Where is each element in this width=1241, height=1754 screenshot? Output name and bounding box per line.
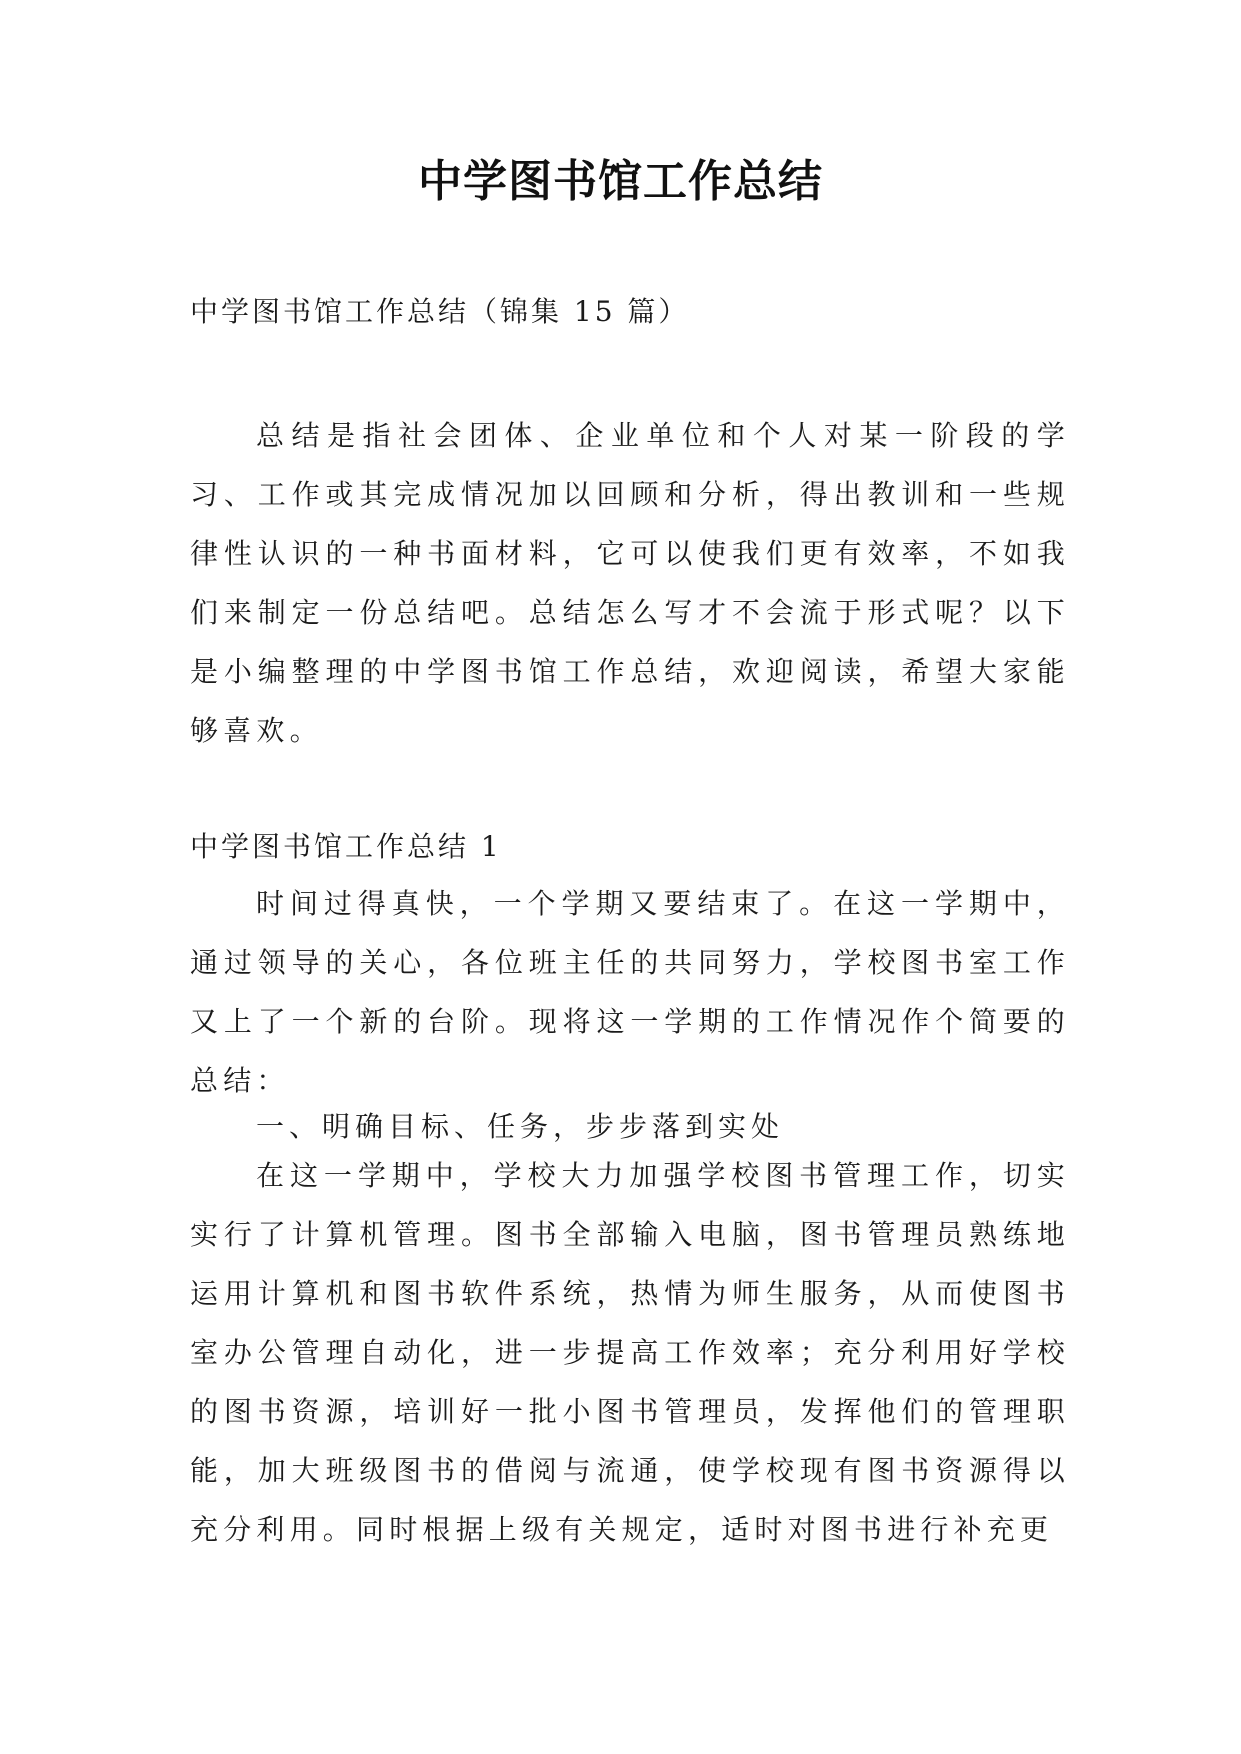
section-title: 中学图书馆工作总结 1 <box>190 830 502 863</box>
document-subtitle: 中学图书馆工作总结（锦集 15 篇） <box>190 295 690 328</box>
section-paragraph-2: 在这一学期中，学校大力加强学校图书管理工作，切实实行了计算机管理。图书全部输入电脑，图书管理员熟练地运用计算机和图书软件系统，热情为师生服务，从而使图书室办公管理自动化，进一步提高工作效率；充分利用好学校的图书资源，培训好一批小图书管理员，发挥他们的管理职能，加大班级图书的借阅与流通，使学校现有图书资源得以充分利用。同时根据上级有关规定，适时对图书进行补充更 <box>190 1159 1070 1546</box>
intro-paragraph: 总结是指社会团体、企业单位和个人对某一阶段的学习、工作或其完成情况加以回顾和分析，得出教训和一些规律性认识的一种书面材料，它可以使我们更有效率，不如我们来制定一份总结吧。总结怎么写才不会流于形式呢？以下是小编整理的中学图书馆工作总结，欢迎阅读，希望大家能够喜欢。 <box>190 419 1070 747</box>
document-title: 中学图书馆工作总结 <box>418 156 823 207</box>
section-paragraph: 时间过得真快，一个学期又要结束了。在这一学期中，通过领导的关心，各位班主任的共同努力，学校图书室工作又上了一个新的台阶。现将这一学期的工作情况作个简要的总结： <box>190 887 1070 1097</box>
section-heading: 一、明确目标、任务，步步落到实处 <box>256 1110 785 1143</box>
